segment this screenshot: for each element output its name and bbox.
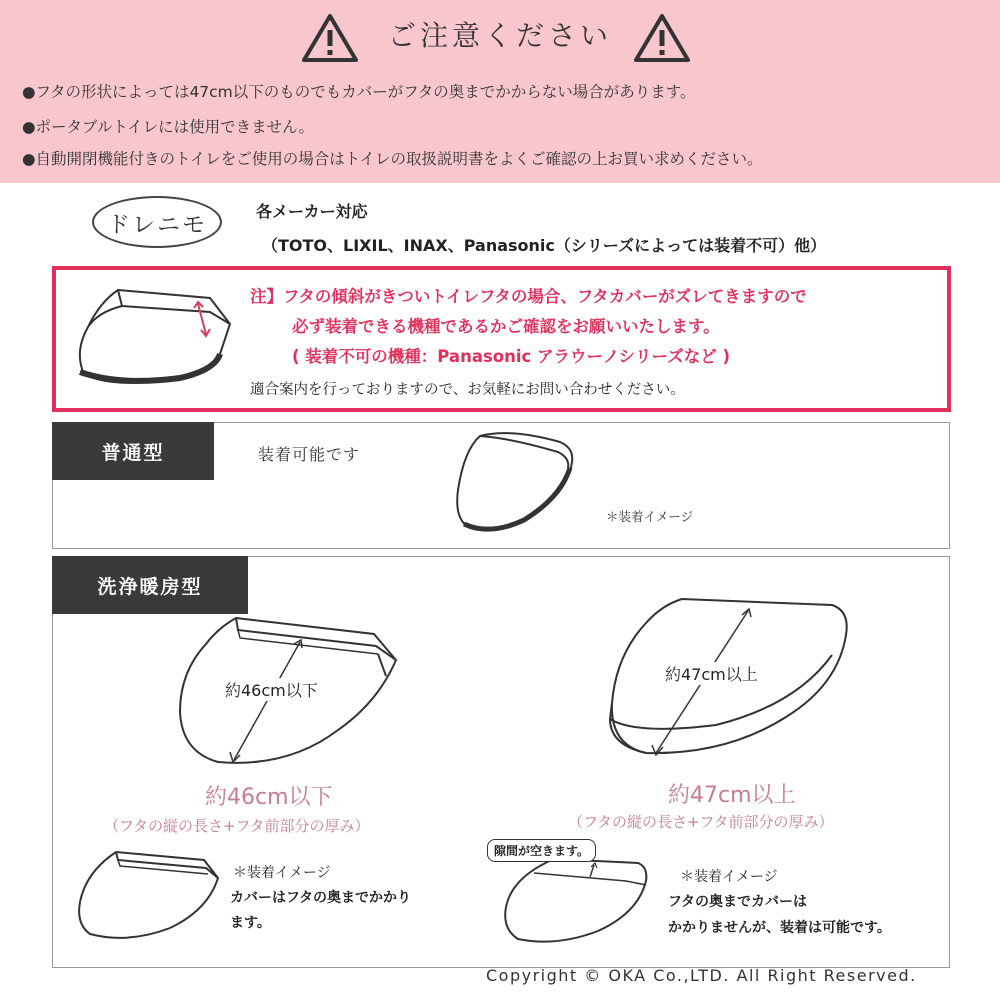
heated-left-diagram-label: 約46cm以下 — [225, 678, 318, 701]
heated-right-gap-illustration — [498, 855, 658, 947]
heated-left-desc-1: カバーはフタの奥までかかり — [230, 890, 412, 906]
maker-list: （TOTO、LIXIL、INAX、Panasonic（シリーズによっては装着不可）他） — [262, 236, 827, 255]
tilted-lid-illustration — [70, 282, 240, 392]
heated-right-size-label: 約47cm以上 — [668, 783, 796, 808]
notice-bullet-1: ●フタの形状によっては47cm以下のものでもカバーがフタの奥までかからない場合があります。 — [22, 83, 696, 101]
heated-right-desc-1: フタの奥までカバーは — [668, 894, 808, 910]
notice-bullet-3: ●自動開閉機能付きのトイレをご使用の場合はトイレの取扱説明書をよくご確認の上お買い求めください。 — [22, 150, 763, 168]
heated-left-image-note: ＊装着イメージ — [233, 865, 331, 881]
caution-line-3: ( 装着不可の機種：Panasonic アラウーノシリーズなど ) — [292, 347, 731, 366]
maker-heading: 各メーカー対応 — [256, 202, 368, 221]
notice-bullet-2: ●ポータブルトイレには使用できません。 — [22, 118, 315, 136]
heated-type-tag: 洗浄暖房型 — [52, 556, 248, 614]
caution-line-1: 注】フタの傾斜がきついトイレフタの場合、フタカバーがズレてきますので — [250, 287, 807, 306]
standard-image-note: ＊装着イメージ — [606, 509, 694, 524]
heated-left-size-label: 約46cm以下 — [205, 785, 333, 810]
caution-note: 適合案内を行っておりますので、お気軽にお問い合わせください。 — [250, 382, 685, 398]
heated-right-desc-2: かかりませんが、装着は可能です。 — [668, 920, 891, 936]
caution-line-2: 必ず装着できる機種であるかご確認をお願いいたします。 — [292, 317, 720, 336]
standard-type-tag: 普通型 — [52, 422, 214, 480]
notice-title: ご注意ください — [387, 19, 612, 52]
heated-right-diagram-label: 約47cm以上 — [665, 662, 758, 685]
gap-badge: 隙間が空きます。 — [487, 839, 596, 862]
heated-left-desc-2: ます。 — [230, 915, 271, 931]
copyright: Copyright © OKA Co.,LTD. All Right Reserved. — [486, 966, 917, 985]
heated-left-fit-illustration — [72, 848, 222, 942]
heated-left-size-sub: （フタの縦の長さ+フタ前部分の厚み） — [104, 817, 370, 835]
standard-lid-illustration — [450, 428, 580, 538]
heated-right-image-note: ＊装着イメージ — [680, 869, 778, 885]
heated-right-size-sub: （フタの縦の長さ+フタ前部分の厚み） — [568, 813, 834, 831]
doremo-badge: ドレニモ — [92, 196, 222, 248]
standard-status: 装着可能です — [258, 445, 361, 464]
